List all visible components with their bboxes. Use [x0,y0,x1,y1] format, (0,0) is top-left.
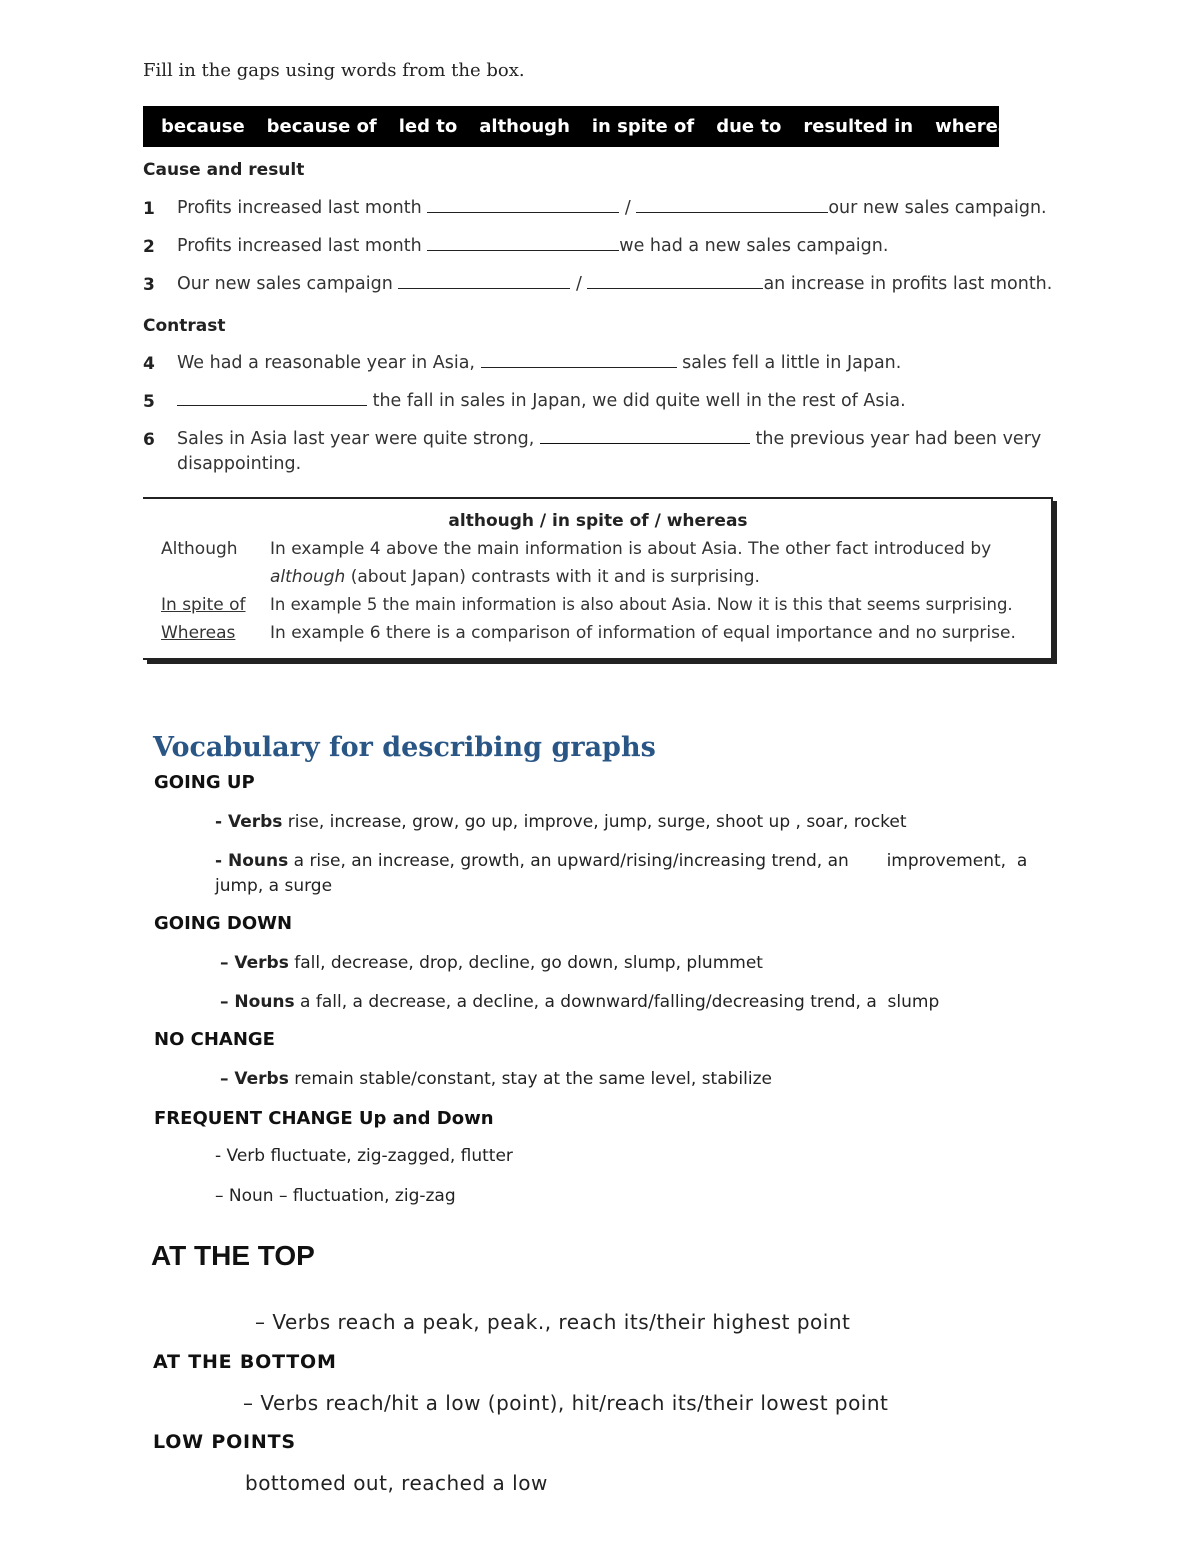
exercise-item-3 [177,274,1052,294]
item-text: the fall in sales in Japan, we did quite well in the rest of Asia. [372,391,906,411]
item-text: We had a reasonable year in Asia, [177,353,475,373]
at-the-bottom-line: – Verbs reach/hit a low (point), hit/reach its/their lowest point [243,1391,889,1415]
item-number: 6 [143,430,155,450]
word-whereas: whereas [935,116,1021,137]
going-down-nouns [220,992,939,1012]
item-text: the previous year had been very [755,429,1042,449]
item-text: an increase in profits last month. [763,274,1053,294]
at-the-top-line: – Verbs reach a peak, peak., reach its/their highest point [255,1310,851,1334]
low-points-line: bottomed out, reached a low [245,1471,548,1495]
verbs-label: - Verbs [215,812,283,832]
exercise-item-4 [177,353,901,373]
word-because-of: because of [266,116,377,137]
item-number: 5 [143,392,155,412]
no-change-heading: NO CHANGE [154,1029,275,1050]
item-text: we had a new sales campaign. [619,236,889,256]
gap-blank[interactable] [427,236,619,251]
gap-blank[interactable] [636,198,828,213]
item-number: 1 [143,199,155,219]
at-the-top-heading: AT THE TOP [151,1240,315,1271]
exercise-item-5 [177,391,906,411]
word-resulted-in: resulted in [803,116,914,137]
exercise-item-2 [177,236,888,256]
note-text-continued [270,567,760,587]
contrast-heading: Contrast [143,316,226,336]
word-led-to: led to [398,116,458,137]
gap-blank[interactable] [427,198,619,213]
verbs-label: – Verbs [220,953,289,973]
gap-blank[interactable] [587,274,763,289]
at-the-bottom-heading: AT THE BOTTOM [153,1351,337,1373]
going-up-verbs [215,812,907,832]
item-text-continued: disappointing. [177,454,302,474]
item-text: our new sales campaign. [828,198,1047,218]
word-due-to: due to [716,116,782,137]
verbs-text: remain stable/constant, stay at the same level, stabilize [288,1069,772,1089]
item-text: Profits increased last month [177,198,422,218]
cause-result-heading: Cause and result [143,160,305,180]
word-although: although [479,116,570,137]
word-because: because [161,116,245,137]
note-text: (about Japan) contrasts with it and is surprising. [345,567,760,587]
gap-blank[interactable] [177,391,367,406]
instruction-text: Fill in the gaps using words from the box. [143,60,525,81]
going-up-nouns [215,851,1027,871]
going-up-nouns-continued: jump, a surge [215,876,333,896]
verbs-text: rise, increase, grow, go up, improve, jump, surge, shoot up , soar, rocket [282,812,907,832]
nouns-label: - Nouns [215,851,289,871]
note-text: In example 5 the main information is also about Asia. Now it is this that seems surprising. [270,595,1013,614]
no-change-verbs [220,1069,772,1089]
note-term-whereas: Whereas [161,623,236,643]
vocab-title: Vocabulary for describing graphs [153,732,656,763]
note-text: In example 6 there is a comparison of information of equal importance and no surprise. [270,623,1016,643]
nouns-text: a rise, an increase, growth, an upward/rising/increasing trend, an improvement, a [288,851,1028,871]
item-number: 3 [143,275,155,295]
verbs-text: fall, decrease, drop, decline, go down, slump, plummet [288,953,763,973]
going-up-heading: GOING UP [154,772,255,793]
note-italic-word: although [270,567,346,587]
item-separator: / [575,274,582,294]
gap-blank[interactable] [540,429,750,444]
item-number: 2 [143,237,155,257]
grammar-note-box [143,497,1053,660]
frequent-change-verb: - Verb fluctuate, zig-zagged, flutter [215,1146,513,1166]
exercise-item-1 [177,198,1047,218]
word-box [143,106,1021,147]
low-points-heading: LOW POINTS [153,1431,296,1453]
gap-blank[interactable] [398,274,570,289]
going-down-heading: GOING DOWN [154,913,293,934]
going-down-verbs [220,953,763,973]
item-text: Sales in Asia last year were quite strong, [177,429,535,449]
exercise-item-6 [177,429,1041,449]
note-term-although: Although [161,539,238,559]
item-separator: / [624,198,631,218]
item-text: Our new sales campaign [177,274,393,294]
note-term-in-spite-of: In spite of [161,595,246,615]
item-number: 4 [143,354,155,374]
item-text: Profits increased last month [177,236,422,256]
note-title: although / in spite of / whereas [448,511,748,531]
item-text: sales fell a little in Japan. [682,353,902,373]
nouns-text: a fall, a decrease, a decline, a downward/falling/decreasing trend, a slump [294,992,940,1012]
frequent-change-noun: – Noun – fluctuation, zig-zag [215,1186,456,1206]
gap-blank[interactable] [481,353,677,368]
frequent-change-heading: FREQUENT CHANGE Up and Down [154,1108,494,1129]
verbs-label: – Verbs [220,1069,289,1089]
nouns-label: – Nouns [220,992,295,1012]
word-in-spite-of: in spite of [591,116,695,137]
note-text: In example 4 above the main information is about Asia. The other fact introduced by [270,539,992,559]
